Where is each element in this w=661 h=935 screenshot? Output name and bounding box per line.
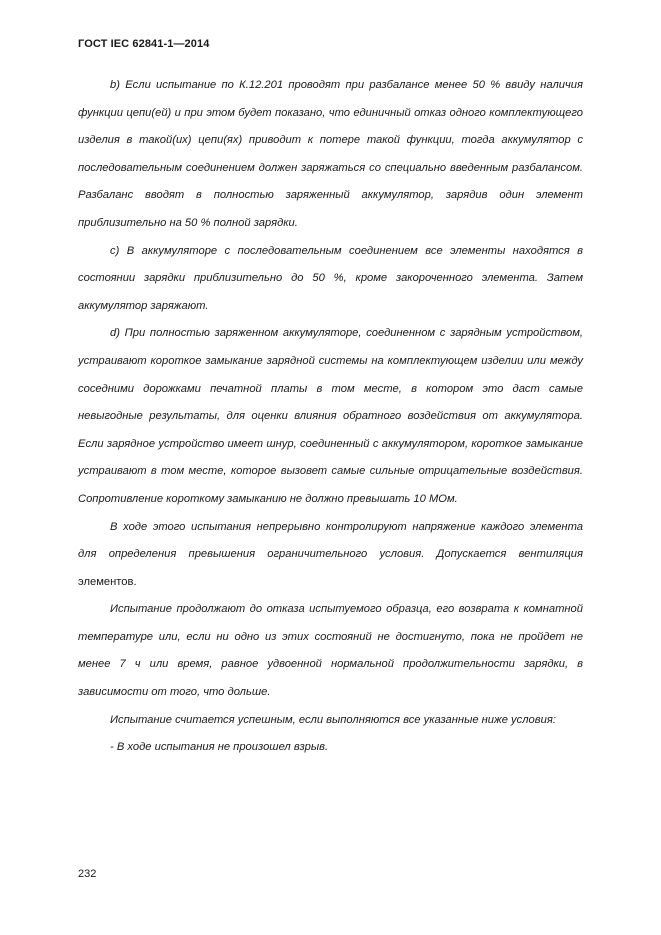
paragraph-success-conditions: Испытание считается успешным, если выполняются все указанные ниже условия: (110, 713, 556, 726)
paragraph-d: d) При полностью заряженном аккумуляторе, соединенном с зарядным устройством, устраивают короткое замыкание зарядной системы на комплектующем изделии или между соседними дорожками печатной платы в том месте, в котором это даст самые невыгодные результаты, для оценки влияния обратного воздействия от аккумулятора. Если зарядное устройство имеет шнур, соединенный с аккумулятором, короткое замыкание устраивают в том месте, которое вызовет самые сильные отрицательные воздействия. Сопротивление короткому замыканию не должно превышать 10 МОм. (78, 327, 583, 505)
document-header: ГОСТ IEC 62841-1—2014 (78, 38, 210, 50)
paragraph-continuation: Испытание продолжают до отказа испытуемого образца, его возврата к комнатной температуре или, если ни одно из этих состояний не достигнуто, пока не пройдет не менее 7 ч или время, равное удвоенной нормальной продолжительности зарядки, в зависимости от того, что дольше. (78, 603, 583, 699)
paragraph-monitoring-tail: элементов. (78, 575, 137, 588)
page-number: 232 (78, 868, 97, 880)
list-item-no-explosion: - В ходе испытания не произошел взрыв. (110, 741, 329, 754)
paragraph-monitoring-ventilation: вентиляция (518, 548, 583, 561)
paragraph-c: c) В аккумуляторе с последовательным соединением все элементы находятся в состоянии зарядки приблизительно до 50 %, кроме закороченного элемента. Затем аккумулятор заряжают. (78, 244, 583, 312)
paragraph-monitoring (78, 514, 583, 597)
paragraph-monitoring-main: В ходе этого испытания непрерывно контролируют напряжение каждого элемента для определения превышения ограничительного условия. Допускается (78, 520, 583, 561)
paragraph-b: b) Если испытание по К.12.201 проводят при разбалансе менее 50 % ввиду наличия функции цепи(ей) и при этом будет показано, что единичный отказ одного комплектующего изделия в такой(их) цепи(ях) приводит к потере такой функции, тогда аккумулятор с последовательным соединением должен заряжаться со специально введенным разбалансом. Разбаланс вводят в полностью заряженный аккумулятор, зарядив один элемент приблизительно на 50 % полной зарядки. (78, 79, 583, 229)
document-body (78, 72, 583, 762)
